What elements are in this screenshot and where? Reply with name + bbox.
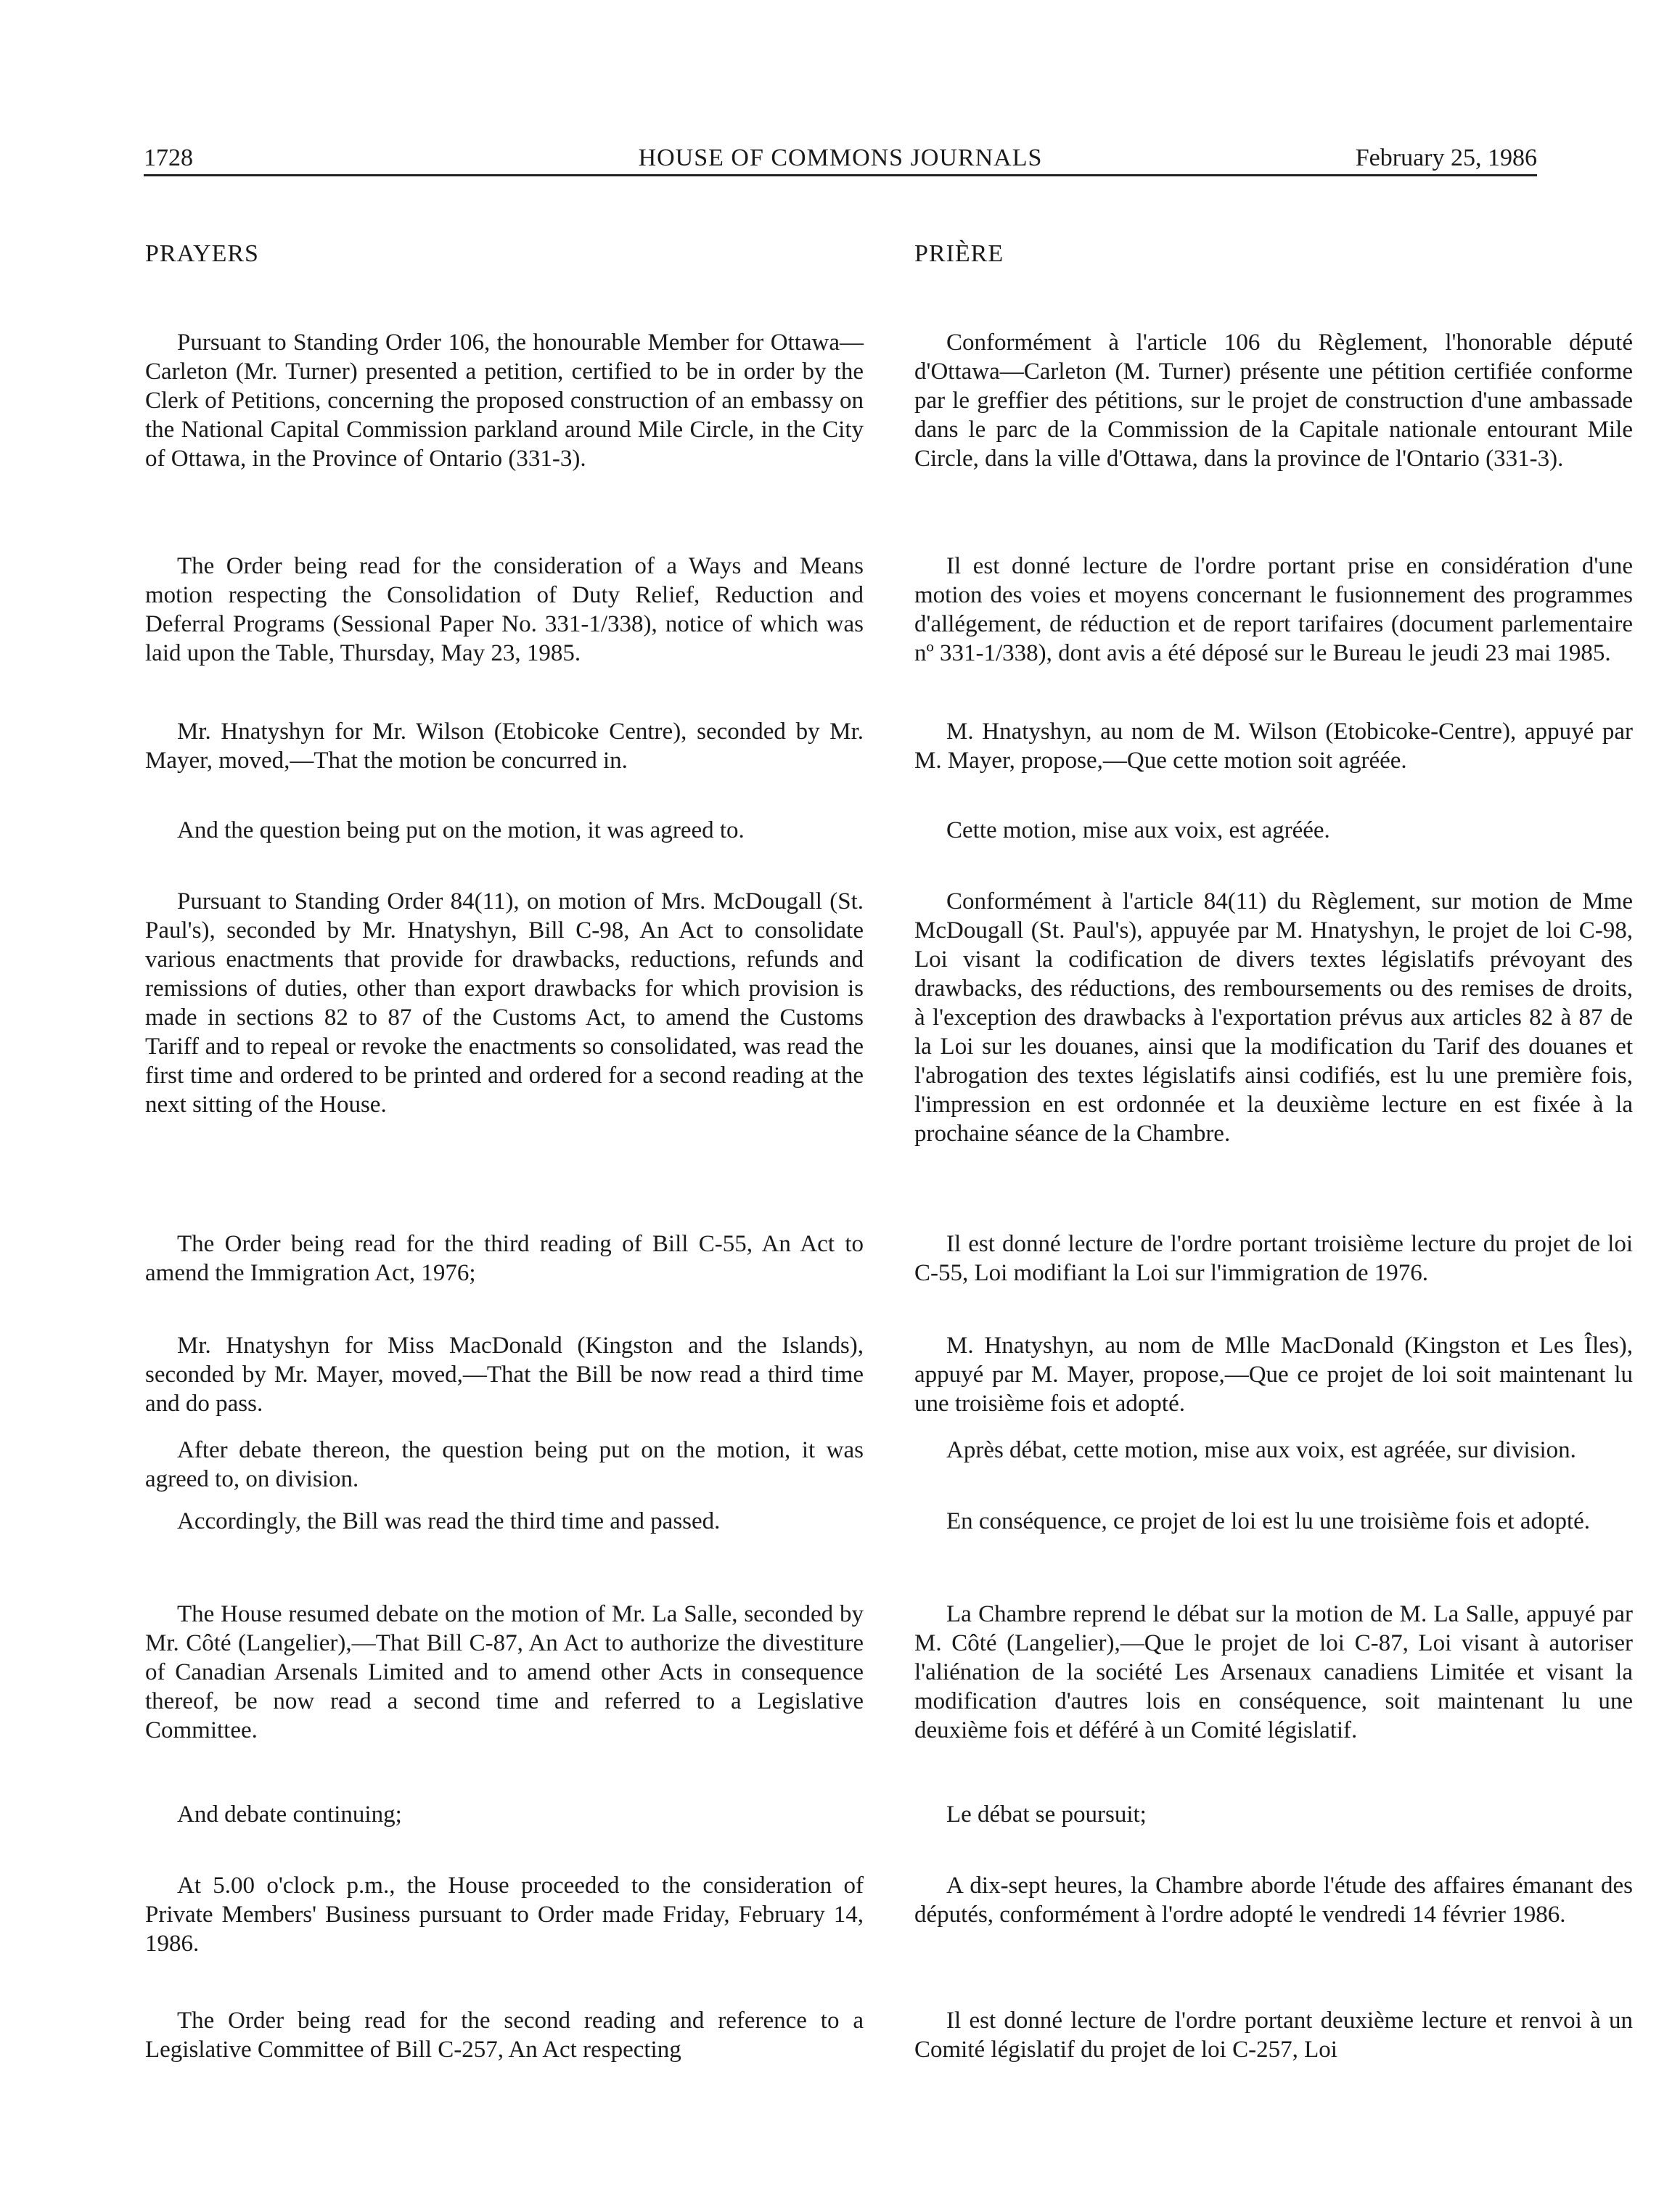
paragraph-bill-c257-order: The Order being read for the second reading and reference to a Legislative Committee of Bill C-257, An Act respecting bbox=[145, 2008, 864, 2063]
paragraph-motion-moved: Mr. Hnatyshyn for Mr. Wilson (Etobicoke Centre), seconded by Mr. Mayer, moved,—That the motion be concurred in. bbox=[145, 719, 864, 774]
paragraph-bill-c55-moved: Mr. Hnatyshyn for Miss MacDonald (Kingston and the Islands), seconded by Mr. Mayer, moved,—That the Bill be now read a third time and do pass. bbox=[145, 1333, 864, 1417]
page-number: 1728 bbox=[144, 144, 193, 171]
paragraph-bill-c55-order: Il est donné lecture de l'ordre portant troisième lecture du projet de loi C-55, Loi modifiant la Loi sur l'immigration de 1976. bbox=[914, 1231, 1633, 1286]
paragraph-debate-continuing: Le débat se poursuit; bbox=[946, 1801, 1147, 1828]
paragraph-petition: Conformément à l'article 106 du Règlement, l'honorable député d'Ottawa—Carleton (M. Turner) présente une pétition certifiée conforme par le greffier des pétitions, sur le projet de construction d'une ambassade dans le parc de la Commission de la Capitale nationale entourant Mile Circle, dans la ville d'Ottawa, dans la province de l'Ontario (331-3). bbox=[914, 330, 1633, 472]
paragraph-bill-c55-order: The Order being read for the third reading of Bill C-55, An Act to amend the Immigration Act, 1976; bbox=[145, 1231, 864, 1286]
paragraph-private-members: A dix-sept heures, la Chambre aborde l'étude des affaires émanant des députés, conformément à l'ordre adopté le vendredi 14 février 1986. bbox=[914, 1873, 1633, 1928]
paragraph-bill-c87-debate: La Chambre reprend le débat sur la motion de M. La Salle, appuyé par M. Côté (Langelier),—Que le projet de loi C-87, Loi visant à autoriser l'aliénation de la société Les Arsenaux canadiens Limitée et visant la modification d'autres lois en conséquence, soit maintenant lu une deuxième fois et déféré à un Comité législatif. bbox=[914, 1601, 1633, 1743]
paragraph-bill-c55-division: After debate thereon, the question being put on the motion, it was agreed to, on division. bbox=[145, 1437, 864, 1492]
paragraph-debate-continuing: And debate continuing; bbox=[177, 1801, 402, 1828]
paragraph-ways-means-order: The Order being read for the consideration of a Ways and Means motion respecting the Consolidation of Duty Relief, Reduction and Deferral Programs (Sessional Paper No. 331-1/338), notice of which was laid upon the Table, Thursday, May 23, 1985. bbox=[145, 553, 864, 666]
paragraph-bill-c55-passed: Accordingly, the Bill was read the third time and passed. bbox=[177, 1508, 721, 1534]
paragraph-petition: Pursuant to Standing Order 106, the honourable Member for Ottawa—Carleton (Mr. Turner) presented a petition, certified to be in order by the Clerk of Petitions, concerning the proposed construction of an embassy on the National Capital Commission parkland around Mile Circle, in the City of Ottawa, in the Province of Ontario (331-3). bbox=[145, 330, 864, 472]
page-header bbox=[144, 142, 1537, 174]
paragraph-bill-c257-order: Il est donné lecture de l'ordre portant deuxième lecture et renvoi à un Comité législatif du projet de loi C-257, Loi bbox=[914, 2008, 1633, 2063]
paragraph-ways-means-order: Il est donné lecture de l'ordre portant prise en considération d'une motion des voies et moyens concernant le fusionnement des programmes d'allégement, de réduction et de report tarifaires (document parlementaire nº 331-1/338), dont avis a été déposé sur le Bureau le jeudi 23 mai 1985. bbox=[914, 553, 1633, 666]
journal-title: HOUSE OF COMMONS JOURNALS bbox=[638, 144, 1043, 171]
paragraph-bill-c87-debate: The House resumed debate on the motion of Mr. La Salle, seconded by Mr. Côté (Langelier),—That Bill C-87, An Act to authorize the divestiture of Canadian Arsenals Limited and to amend other Acts in consequence thereof, be now read a second time and referred to a Legislative Committee. bbox=[145, 1601, 864, 1743]
paragraph-motion-moved: M. Hnatyshyn, au nom de M. Wilson (Etobicoke-Centre), appuyé par M. Mayer, propose,—Que cette motion soit agréée. bbox=[914, 719, 1633, 774]
paragraph-bill-c55-division: Après débat, cette motion, mise aux voix, est agréée, sur division. bbox=[946, 1437, 1576, 1463]
header-rule bbox=[144, 174, 1537, 176]
section-heading: PRIÈRE bbox=[914, 240, 1004, 267]
section-heading: PRAYERS bbox=[145, 240, 259, 267]
paragraph-private-members: At 5.00 o'clock p.m., the House proceeded to the consideration of Private Members' Business pursuant to Order made Friday, February 14, 1986. bbox=[145, 1873, 864, 1957]
journal-date: February 25, 1986 bbox=[1355, 144, 1537, 171]
paragraph-motion-agreed: And the question being put on the motion, it was agreed to. bbox=[177, 817, 745, 843]
paragraph-bill-c55-moved: M. Hnatyshyn, au nom de Mlle MacDonald (Kingston et Les Îles), appuyé par M. Mayer, propose,—Que ce projet de loi soit maintenant lu une troisième fois et adopté. bbox=[914, 1333, 1633, 1417]
paragraph-bill-c98: Conformément à l'article 84(11) du Règlement, sur motion de Mme McDougall (St. Paul's), appuyée par M. Hnatyshyn, le projet de loi C-98, Loi visant la codification de divers textes législatifs prévoyant des drawbacks, des réductions, des remboursements ou des remises de droits, à l'exception des drawbacks à l'exportation prévus aux articles 82 à 87 de la Loi sur les douanes, ainsi que la modification du Tarif des douanes et l'abrogation des textes législatifs ainsi codifiés, est lu une première fois, l'impression en est ordonnée et la deuxième lecture en est fixée à la prochaine séance de la Chambre. bbox=[914, 888, 1633, 1147]
paragraph-motion-agreed: Cette motion, mise aux voix, est agréée. bbox=[946, 817, 1330, 843]
paragraph-bill-c55-passed: En conséquence, ce projet de loi est lu une troisième fois et adopté. bbox=[946, 1508, 1591, 1534]
paragraph-bill-c98: Pursuant to Standing Order 84(11), on motion of Mrs. McDougall (St. Paul's), seconded by Mr. Hnatyshyn, Bill C-98, An Act to consolidate various enactments that provide for drawbacks, reductions, refunds and remissions of duties, other than export drawbacks for which provision is made in sections 82 to 87 of the Customs Act, to amend the Customs Tariff and to repeal or revoke the enactments so consolidated, was read the first time and ordered to be printed and ordered for a second reading at the next sitting of the House. bbox=[145, 888, 864, 1118]
